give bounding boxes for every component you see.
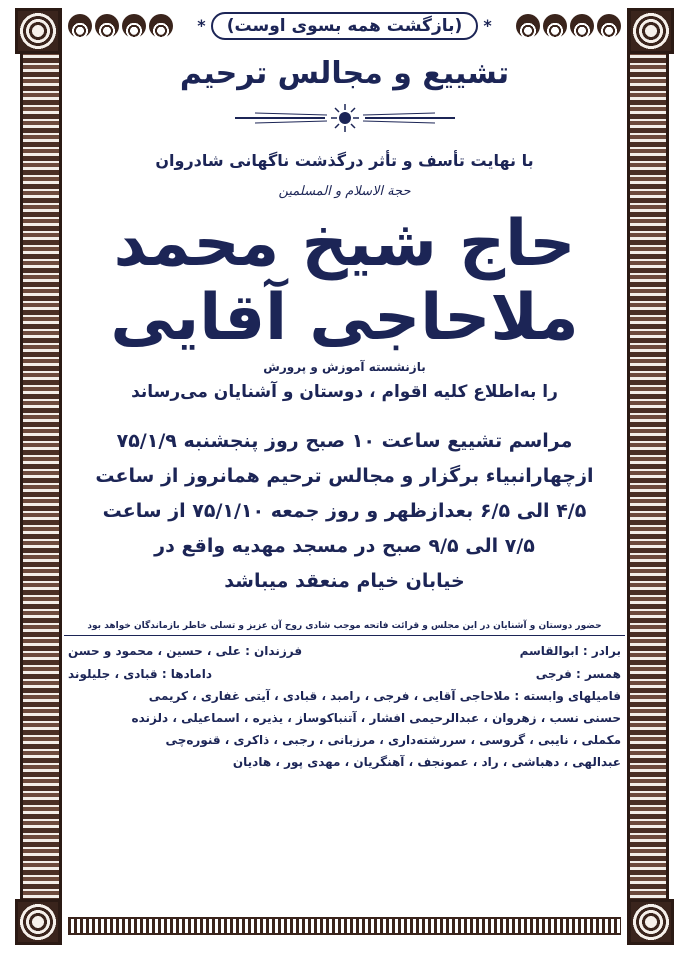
header-phrase: (بازگشت همه بسوی اوست) (211, 12, 479, 40)
sons-in-law-entry: دامادها : قبادی ، جلیلوند (68, 666, 212, 681)
families-line: مکملی ، نایبی ، گروسی ، سررشته‌داری ، مرزبانی ، رجبی ، ذاکری ، قنوره‌چی (165, 733, 621, 748)
corner-rosette-icon (628, 899, 674, 945)
ceremony-line: ۴/۵ الی ۶/۵ بعدازظهر و روز جمعه ۷۵/۱/۱۰ از ساعت (102, 500, 587, 523)
corner-rosette-icon (15, 8, 61, 54)
children-entry: فرزندان : علی ، حسین ، محمود و حسن (68, 644, 303, 659)
ceremony-line: ازچهارانبیاء برگزار و مجالس ترحیم همانروز از ساعت (95, 464, 594, 487)
ceremony-details (64, 424, 625, 600)
star-mark: * (197, 16, 206, 35)
ceremony-line: مراسم تشییع ساعت ۱۰ صبح روز پنجشنبه ۷۵/۱/۹ (116, 429, 573, 452)
page-title: تشییع و مجالس ترحیم (179, 56, 510, 91)
corner-rosette-icon (15, 899, 61, 945)
star-mark: * (483, 16, 492, 35)
border-left-ornament (20, 8, 62, 945)
bottom-border-ornament (68, 917, 621, 935)
wife-entry: همسر : فرجی (535, 666, 621, 681)
notice-text: را به‌اطلاع کلیه اقوام ، دوستان و آشنایان می‌رساند (131, 381, 558, 402)
deceased-name-line2: ملاحاجی آقایی (110, 281, 579, 356)
relatives-list (64, 640, 625, 773)
intro-text: با نهایت تأسف و تأثر درگذشت ناگهانی شادروان (155, 151, 534, 170)
attendance-note: حضور دوستان و آشنایان در این مجلس و قرائت فاتحه موجب شادی روح آن عزیز و تسلی خاطر بازماندگان خواهد بود (64, 621, 625, 636)
relatives-row (64, 640, 625, 662)
honorific-title: حجة الاسلام و المسلمین (278, 184, 411, 199)
ceremony-line: خیابان خیام منعقد میباشد (224, 570, 465, 593)
families-line: حسنی نسب ، زهروان ، عبدالرحیمی افشار ، آتنباکوساز ، یذیره ، اسماعیلی ، دلزنده (131, 711, 621, 726)
corner-rosette-icon (628, 8, 674, 54)
deceased-name-line1: حاج شیخ محمد (113, 207, 576, 281)
announcement-body (64, 6, 625, 913)
border-right-ornament (627, 8, 669, 945)
families-line: عبدالهی ، دهباشی ، راد ، عمونجف ، آهنگریان ، مهدی پور ، هادیان (232, 755, 621, 770)
occupation-text: بازنشسته آموزش و پرورش (263, 359, 426, 374)
relatives-row (64, 663, 625, 685)
brother-entry: برادر : ابوالقاسم (519, 644, 621, 659)
sunburst-divider-icon (225, 103, 465, 133)
ceremony-line: ۷/۵ الی ۹/۵ صبح در مسجد مهدیه واقع در (154, 535, 535, 558)
families-line: فامیلهای وابسته : ملاحاجی آقایی ، فرجی ، رامبد ، قبادی ، آیتی غفاری ، کریمی (148, 688, 621, 703)
header-row (64, 12, 625, 40)
